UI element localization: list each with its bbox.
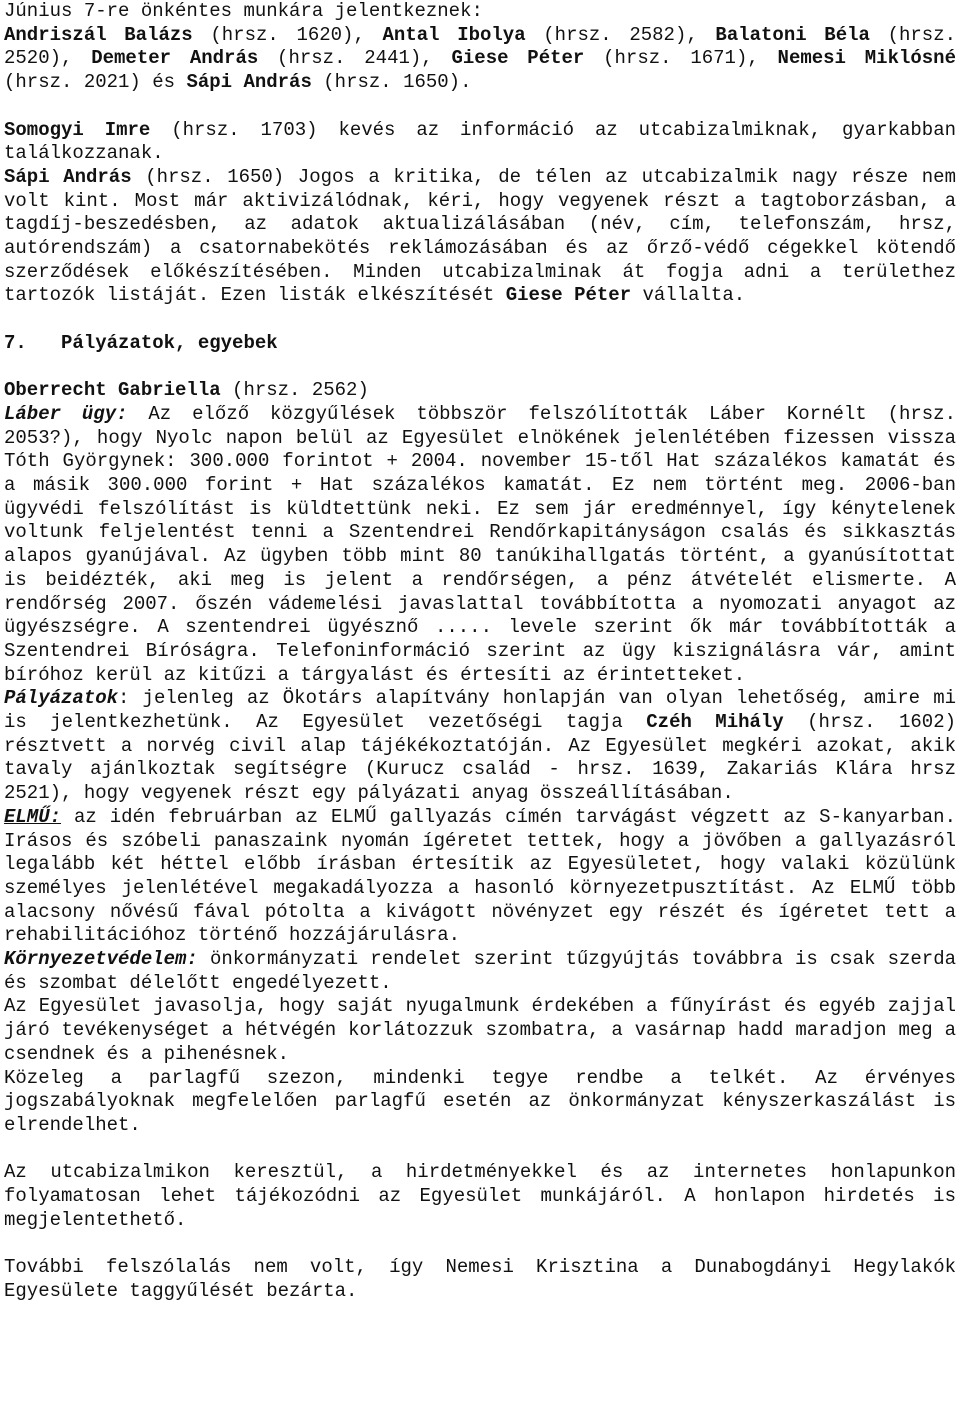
volunteer-heading: Június 7-re önkéntes munkára jelentkeznek: <box>4 0 483 22</box>
closing-paragraph: További felszólalás nem volt, így Nemesi Krisztina a Dunabogdányi Hegylakók Egyesülete taggyűlését bezárta. <box>4 1256 956 1302</box>
topic-label: Pályázatok <box>4 687 119 710</box>
environment-paragraph: Környezetvédelem: önkormányzati rendelet szerint tűzgyújtás továbbra is csak szerda és szombat délelőtt engedélyezett. <box>4 948 956 994</box>
volunteer-name: Nemesi Miklósné <box>777 47 956 70</box>
spacer <box>4 308 956 332</box>
spacer <box>4 356 956 380</box>
speaker-paragraph: Oberrecht Gabriella (hrsz. 2562) <box>4 379 369 402</box>
topic-label: Láber ügy: <box>4 402 128 425</box>
laber-case-paragraph: Láber ügy: Az előző közgyűlések többször felszólították Láber Kornélt (hrsz. 2053?), hogy Nyolc napon belül az Egyesület elnökének jelenlétében fizessen vissza Tóth Györgynek: 300.000 forintot + 2004. november 15-től Hat százalékos kamatát és a másik 300.000 forint + Hat százalékos kamatát. Ez nem történt meg. 2006-ban ügyvédi felszólítást is küldtettünk neki. Ez sem jár eredménnyel, így kénytelenek voltunk feljelentést tenni a Szentendrei Rendőrkapitányságon csalás és sikkasztás alapos gyanújával. Az ügyben több mint 80 tanúkihallgatás történt, a gyanúsítottat is beidézték, aki meg is jelent a rendőrségen, a pénz átvételét elismerte. A rendőrség 2007. őszén vádemelési javaslattal továbbította a nyomozati anyagot az ügyészségre. A szentendrei ügyésznő ..... levele szerint ők már továbbították a Szentendrei Bíróságra. Telefoninformáció szerint az ügy kiszignálásra vár, amint bíróhoz kerül az kitűzi a tárgyalást és értesíti az érintetteket. <box>4 402 956 686</box>
noise-paragraph: Az Egyesület javasolja, hogy saját nyugalmunk érdekében a fűnyírást és egyéb zajjal járó tevékenységet a hétvégén korlátozzuk szombatra, a vasárnap hadd maradjon meg a csendnek és a pihenésnek. <box>4 995 956 1065</box>
spacer <box>4 1138 956 1162</box>
person-name: Czéh Mihály <box>646 711 784 734</box>
volunteer-name: Demeter András <box>91 47 259 70</box>
section-heading <box>4 332 956 356</box>
topic-label: Környezetvédelem: <box>4 948 198 971</box>
spacer <box>4 1233 956 1257</box>
volunteer-name: Balatoni Béla <box>715 23 870 46</box>
volunteer-name: Andriszál Balázs <box>4 23 193 46</box>
section-title: Pályázatok, egyebek <box>61 331 278 354</box>
volunteer-list-paragraph: Andriszál Balázs (hrsz. 1620), Antal Ibolya (hrsz. 2582), Balatoni Béla (hrsz. 2520), Demeter András (hrsz. 2441), Giese Péter (hrsz. 1671), Nemesi Miklósné (hrsz. 2021) és Sápi András (hrsz. 1650). <box>4 23 956 94</box>
section-number: 7. <box>4 331 27 354</box>
info-paragraph: Az utcabizalmikon keresztül, a hirdetményekkel és az internetes honlapunkon folyamatosan lehet tájékozódni az Egyesület munkájáról. A honlapon hirdetés is megjelentethető. <box>4 1161 956 1231</box>
speaker-name: Oberrecht Gabriella <box>4 379 221 402</box>
elmu-paragraph: ELMŰ: az idén februárban az ELMŰ gallyazás címén tarvágást végzett az S-kanyarban. Irásos és szóbeli panaszaink nyomán ígéretet tettek, hogy a jövőben a gallyazásról legalább két héttel előbb írásban értesítik az Egyesületet, hogy valaki közülünk személyes jelenlétével megakadályozza a hasonló környezetpusztítást. Az ELMŰ több alacsony nővésű fával pótolta a kivágott növényzet egy részét és ígéretet tett a rehabilitációhoz történő hozzájárulásra. <box>4 805 956 947</box>
spacer <box>4 95 956 119</box>
volunteer-name: Antal Ibolya <box>382 23 526 46</box>
speaker-paragraph: Sápi András (hrsz. 1650) Jogos a kritika, de télen az utcabizalmik nagy része nem volt kint. Most már aktivizálódnak, kéri, hogy vegyenek részt a tagtoborzásban, a tagdíj-beszedésben, az adatok aktualizálásában (név, cím, telefonszám, hrsz, autórendszám) a csatornabekötés reklámozásában és az őrző-védő cégekkel kötendő szerződések előkészítésében. Minden utcabizalminak át fogja adni a területhez tartozók listáját. Ezen listák elkészítését Giese Péter vállalta. <box>4 165 956 307</box>
volunteer-name: Sápi András <box>186 71 312 94</box>
speaker-name: Sápi András <box>4 165 132 188</box>
ragweed-paragraph: Közeleg a parlagfű szezon, mindenki tegye rendbe a telkét. Az érvényes jogszabályoknak megfelelően parlagfű esetén az önkormányzat kényszerkaszálást is elrendelhet. <box>4 1066 956 1136</box>
speaker-paragraph: Somogyi Imre (hrsz. 1703) kevés az információ az utcabizalmiknak, gyarkabban találkozzanak. <box>4 118 957 165</box>
topic-label: ELMŰ: <box>4 805 62 828</box>
tenders-paragraph: Pályázatok: jelenleg az Ökotárs alapítvány honlapján van olyan lehetőség, amire mi is jelentkezhetünk. Az Egyesület vezetőségi tagja Czéh Mihály (hrsz. 1602) résztvett a norvég civil alap tájékékoztatóján. Az Egyesület megkéri azokat, akik tavaly ajánlkoztak segítségre (Kurucz család - hrsz. 1639, Zakariás Klára hrsz 2521), hogy vegyenek részt egy pályázati anyag összeállításában. <box>4 687 956 805</box>
volunteer-name: Giese Péter <box>451 47 585 70</box>
person-name: Giese Péter <box>505 284 632 307</box>
speaker-name: Somogyi Imre <box>4 118 151 141</box>
